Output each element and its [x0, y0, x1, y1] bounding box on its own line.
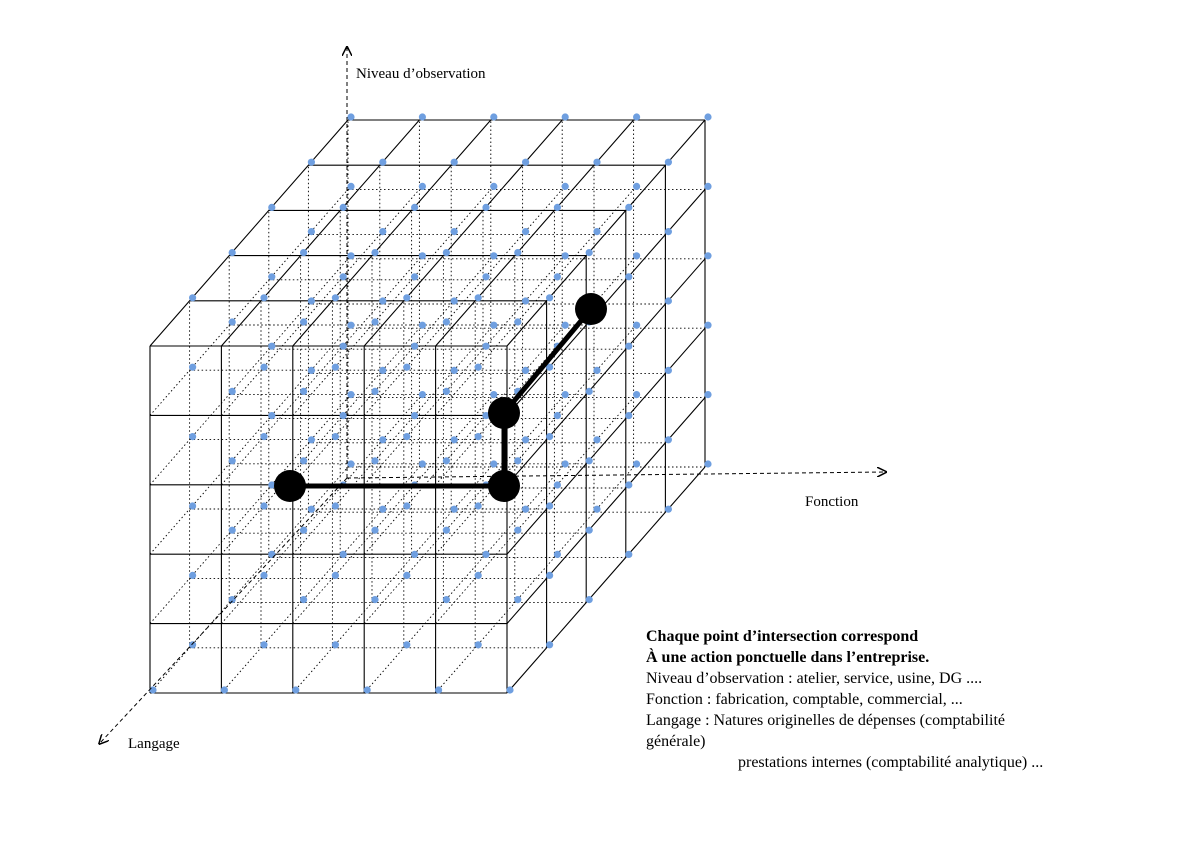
- grid-node: [268, 551, 275, 558]
- grid-node: [451, 228, 458, 235]
- grid-node: [625, 204, 632, 211]
- grid-line-z: [364, 328, 562, 554]
- grid-line-z: [150, 328, 348, 554]
- grid-node: [229, 457, 236, 464]
- grid-node: [411, 273, 418, 280]
- grid-node: [490, 322, 497, 329]
- grid-node: [522, 436, 529, 443]
- grid-node: [300, 527, 307, 534]
- grid-node: [665, 228, 672, 235]
- grid-node: [347, 322, 354, 329]
- grid-node: [308, 297, 315, 304]
- grid-node: [443, 457, 450, 464]
- grid-line-z: [293, 259, 491, 485]
- caption-title-line2: À une action ponctuelle dans l’entreprise.: [646, 649, 930, 666]
- grid-node: [332, 572, 339, 579]
- grid-node: [300, 318, 307, 325]
- grid-node: [665, 297, 672, 304]
- caption-line-prestations: prestations internes (comptabilité analytique) ...: [738, 754, 1044, 771]
- grid-node: [379, 506, 386, 513]
- grid-lines: [150, 120, 705, 693]
- grid-node: [403, 364, 410, 371]
- grid-node: [419, 252, 426, 259]
- grid-node: [506, 686, 513, 693]
- grid-node: [625, 273, 632, 280]
- grid-node: [514, 249, 521, 256]
- axis-label-depth: Langage: [128, 736, 180, 752]
- grid-node: [514, 596, 521, 603]
- axis-label-horizontal: Fonction: [805, 494, 859, 510]
- grid-node: [308, 159, 315, 166]
- grid-node: [332, 502, 339, 509]
- grid-line-z: [293, 467, 491, 693]
- grid-node: [347, 113, 354, 120]
- grid-node: [562, 460, 569, 467]
- grid-node: [300, 388, 307, 395]
- grid-line-z: [221, 120, 419, 346]
- grid-node: [562, 391, 569, 398]
- grid-node: [586, 596, 593, 603]
- grid-node: [482, 204, 489, 211]
- caption-line-langage: Langage : Natures originelles de dépenses (comptabilité: [646, 712, 1005, 729]
- grid-node: [546, 433, 553, 440]
- grid-node: [347, 460, 354, 467]
- caption-line-fonction: Fonction : fabrication, comptable, commercial, ...: [646, 691, 963, 708]
- grid-node: [593, 436, 600, 443]
- grid-node: [514, 318, 521, 325]
- grid-node: [229, 318, 236, 325]
- grid-node: [546, 502, 553, 509]
- grid-node: [443, 249, 450, 256]
- grid-node: [268, 204, 275, 211]
- grid-node: [475, 294, 482, 301]
- grid-node: [514, 457, 521, 464]
- grid-node: [229, 388, 236, 395]
- grid-node: [229, 596, 236, 603]
- grid-node: [260, 641, 267, 648]
- grid-node: [490, 460, 497, 467]
- grid-node: [490, 183, 497, 190]
- caption-line-niveau: Niveau d’observation : atelier, service, usine, DG ....: [646, 670, 983, 687]
- grid-node: [586, 527, 593, 534]
- grid-node: [625, 343, 632, 350]
- grid-node: [260, 364, 267, 371]
- grid-node: [633, 252, 640, 259]
- grid-nodes: [149, 113, 711, 693]
- grid-node: [419, 322, 426, 329]
- grid-node: [189, 433, 196, 440]
- grid-node: [347, 183, 354, 190]
- caption-line-langage-cont: générale): [646, 733, 706, 750]
- grid-node: [482, 273, 489, 280]
- grid-node: [189, 364, 196, 371]
- grid-node: [268, 343, 275, 350]
- grid-node: [593, 228, 600, 235]
- grid-line-z: [293, 398, 491, 624]
- grid-node: [371, 527, 378, 534]
- grid-node: [379, 228, 386, 235]
- grid-node: [475, 502, 482, 509]
- grid-node: [633, 460, 640, 467]
- grid-line-z: [293, 189, 491, 415]
- grid-node: [419, 113, 426, 120]
- grid-node: [665, 436, 672, 443]
- grid-node: [189, 641, 196, 648]
- grid-node: [371, 596, 378, 603]
- grid-node: [308, 367, 315, 374]
- grid-node: [443, 318, 450, 325]
- grid-line-z: [221, 259, 419, 485]
- grid-node: [308, 228, 315, 235]
- grid-node: [546, 572, 553, 579]
- grid-node: [665, 159, 672, 166]
- grid-line-z: [221, 328, 419, 554]
- grid-node: [443, 388, 450, 395]
- grid-node: [451, 436, 458, 443]
- grid-node: [633, 183, 640, 190]
- grid-node: [562, 322, 569, 329]
- grid-node: [522, 367, 529, 374]
- grid-node: [704, 183, 711, 190]
- grid-node: [593, 506, 600, 513]
- grid-node: [475, 364, 482, 371]
- grid-node: [340, 343, 347, 350]
- grid-node: [260, 294, 267, 301]
- grid-node: [554, 204, 561, 211]
- grid-node: [704, 252, 711, 259]
- grid-line-z: [364, 120, 562, 346]
- grid-line-z: [436, 467, 634, 693]
- grid-node: [340, 551, 347, 558]
- depth-axis: [100, 478, 347, 743]
- grid-node: [704, 113, 711, 120]
- grid-node: [451, 367, 458, 374]
- grid-line-z: [364, 259, 562, 485]
- grid-node: [221, 686, 228, 693]
- grid-node: [514, 527, 521, 534]
- path-node-2: [488, 470, 520, 502]
- grid-node: [403, 502, 410, 509]
- grid-node: [229, 527, 236, 534]
- axis-label-vertical: Niveau d’observation: [356, 66, 486, 82]
- grid-node: [403, 572, 410, 579]
- grid-node: [482, 343, 489, 350]
- grid-node: [443, 596, 450, 603]
- grid-node: [340, 273, 347, 280]
- grid-node: [586, 388, 593, 395]
- grid-node: [704, 391, 711, 398]
- grid-node: [379, 297, 386, 304]
- grid-node: [490, 391, 497, 398]
- grid-node: [419, 460, 426, 467]
- grid-node: [332, 364, 339, 371]
- grid-node: [308, 436, 315, 443]
- grid-node: [379, 436, 386, 443]
- grid-line-z: [150, 467, 348, 693]
- grid-node: [292, 686, 299, 693]
- grid-node: [482, 551, 489, 558]
- grid-line-z: [436, 398, 634, 624]
- grid-node: [665, 506, 672, 513]
- path-node-4: [575, 293, 607, 325]
- caption-title-line1: Chaque point d’intersection correspond: [646, 628, 919, 645]
- grid-node: [411, 343, 418, 350]
- grid-node: [229, 249, 236, 256]
- grid-node: [490, 252, 497, 259]
- grid-node: [633, 113, 640, 120]
- grid-node: [546, 294, 553, 301]
- grid-node: [554, 273, 561, 280]
- path-node-3: [488, 397, 520, 429]
- grid-node: [522, 506, 529, 513]
- grid-line-z: [150, 398, 348, 624]
- grid-node: [554, 412, 561, 419]
- grid-node: [403, 433, 410, 440]
- grid-line-z: [150, 120, 348, 346]
- grid-node: [189, 294, 196, 301]
- grid-node: [403, 294, 410, 301]
- grid-node: [340, 204, 347, 211]
- grid-line-z: [293, 120, 491, 346]
- grid-node: [308, 506, 315, 513]
- grid-node: [554, 481, 561, 488]
- grid-node: [371, 318, 378, 325]
- grid-node: [451, 297, 458, 304]
- grid-line-z: [436, 328, 634, 554]
- grid-node: [300, 457, 307, 464]
- grid-line-z: [507, 328, 705, 554]
- grid-node: [625, 551, 632, 558]
- grid-node: [522, 159, 529, 166]
- grid-node: [435, 686, 442, 693]
- grid-node: [562, 183, 569, 190]
- grid-line-z: [150, 259, 348, 485]
- grid-node: [451, 159, 458, 166]
- grid-node: [586, 457, 593, 464]
- grid-node: [665, 367, 672, 374]
- grid-node: [340, 412, 347, 419]
- grid-node: [332, 641, 339, 648]
- grid-node: [475, 641, 482, 648]
- grid-node: [554, 551, 561, 558]
- grid-line-z: [221, 467, 419, 693]
- grid-node: [364, 686, 371, 693]
- grid-node: [419, 391, 426, 398]
- path-node-1: [274, 470, 306, 502]
- grid-line-z: [150, 189, 348, 415]
- grid-node: [593, 159, 600, 166]
- grid-node: [546, 641, 553, 648]
- grid-node: [371, 457, 378, 464]
- grid-node: [332, 433, 339, 440]
- grid-node: [371, 388, 378, 395]
- grid-node: [379, 367, 386, 374]
- grid-line-z: [221, 189, 419, 415]
- grid-node: [347, 391, 354, 398]
- grid-node: [411, 204, 418, 211]
- grid-node: [586, 249, 593, 256]
- grid-node: [189, 502, 196, 509]
- grid-node: [593, 367, 600, 374]
- grid-node: [522, 228, 529, 235]
- caption: [646, 626, 1146, 773]
- grid-line-z: [364, 398, 562, 624]
- grid-node: [260, 572, 267, 579]
- grid-node: [411, 551, 418, 558]
- grid-node: [475, 433, 482, 440]
- grid-node: [268, 273, 275, 280]
- grid-node: [403, 641, 410, 648]
- grid-node: [411, 412, 418, 419]
- grid-node: [633, 391, 640, 398]
- grid-line-z: [507, 398, 705, 624]
- grid-node: [443, 527, 450, 534]
- grid-line-z: [436, 259, 634, 485]
- grid-node: [704, 322, 711, 329]
- grid-node: [332, 294, 339, 301]
- grid-node: [371, 249, 378, 256]
- grid-node: [562, 113, 569, 120]
- grid-node: [347, 252, 354, 259]
- grid-node: [451, 506, 458, 513]
- grid-line-z: [293, 328, 491, 554]
- grid-line-z: [364, 467, 562, 693]
- grid-node: [260, 502, 267, 509]
- grid-node: [300, 596, 307, 603]
- grid-node: [633, 322, 640, 329]
- grid-node: [704, 460, 711, 467]
- grid-node: [260, 433, 267, 440]
- grid-node: [475, 572, 482, 579]
- grid-node: [625, 412, 632, 419]
- grid-line-z: [507, 189, 705, 415]
- grid-node: [625, 481, 632, 488]
- grid-node: [149, 686, 156, 693]
- grid-node: [300, 249, 307, 256]
- grid-node: [189, 572, 196, 579]
- grid-node: [419, 183, 426, 190]
- horizontal-axis: [347, 472, 885, 478]
- grid-node: [490, 113, 497, 120]
- grid-line-z: [221, 398, 419, 624]
- grid-node: [562, 252, 569, 259]
- grid-node: [268, 412, 275, 419]
- grid-node: [379, 159, 386, 166]
- grid-node: [522, 297, 529, 304]
